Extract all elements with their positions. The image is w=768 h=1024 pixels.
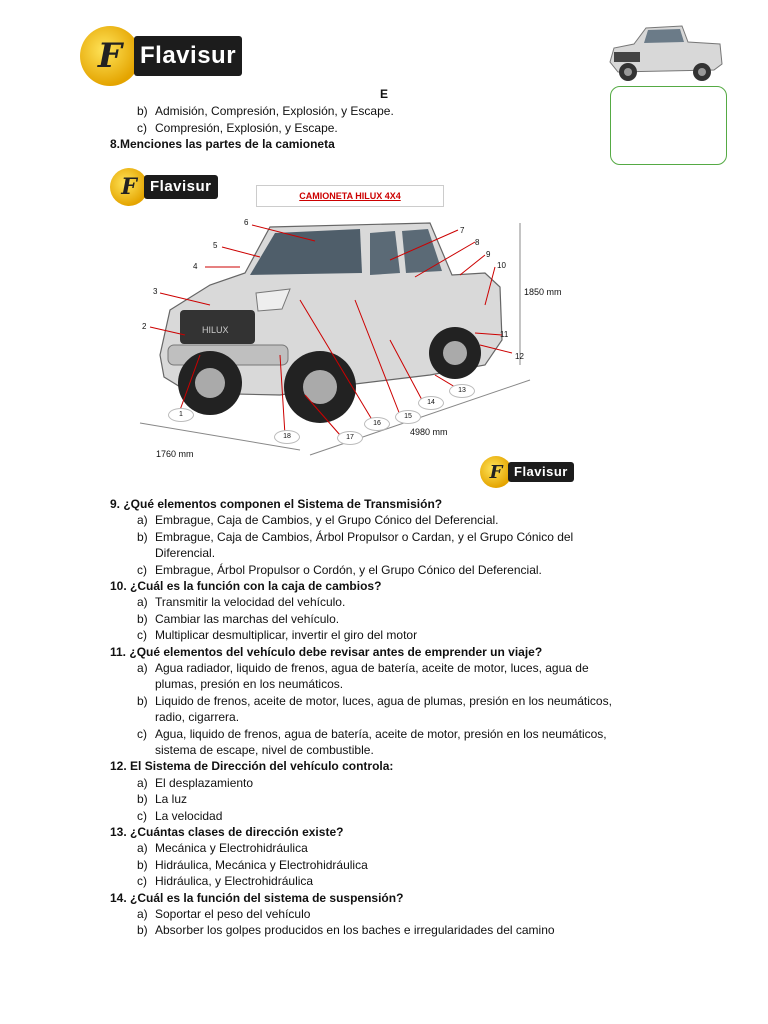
logo-wordmark: Flavisur	[508, 462, 574, 482]
dimension-height: 1850 mm	[524, 287, 562, 297]
option-text: Agua radiador, liquido de frenos, agua de batería, aceite de motor, luces, agua de	[155, 661, 589, 675]
option-text: Soportar el peso del vehículo	[155, 907, 311, 921]
option-text: Compresión, Explosión, y Escape.	[155, 121, 338, 135]
option-text: plumas, presión en los neumáticos.	[155, 677, 344, 692]
option-text: Embrague, Árbol Propulsor o Cordón, y el Grupo Cónico del Deferencial.	[155, 562, 542, 577]
option-letter: b)	[137, 611, 148, 626]
option-text: Embrague, Caja de Cambios, y el Grupo Cónico del Deferencial.	[155, 513, 499, 528]
question-text: ¿Cuál es la función del sistema de suspensión?	[126, 890, 404, 905]
option-letter: a)	[137, 513, 148, 528]
logo-mark-icon: F	[80, 26, 140, 86]
logo-mark-icon: F	[110, 168, 148, 206]
question-number: 11.	[110, 644, 127, 659]
flavisur-logo-top	[80, 26, 242, 86]
option-letter: b)	[137, 857, 148, 872]
option-letter: c)	[137, 562, 147, 577]
callout-number: 6	[244, 218, 249, 227]
option-text: Cambiar las marchas del vehículo.	[155, 611, 340, 626]
callout-number: 8	[475, 238, 480, 247]
option-letter: c)	[137, 726, 147, 741]
question-9	[110, 496, 442, 512]
truck-diagram	[130, 205, 550, 465]
option-letter: a)	[137, 907, 148, 921]
option-text: La velocidad	[155, 808, 223, 823]
logo-wordmark: Flavisur	[144, 175, 218, 199]
header-letter: E	[380, 87, 389, 101]
option-text: Diferencial.	[155, 546, 216, 561]
question-text: ¿Qué elementos del vehículo debe revisar antes de emprender un viaje?	[126, 644, 543, 659]
callout-number: 15	[395, 410, 421, 424]
option-letter: b)	[137, 104, 148, 118]
callout-number: 14	[418, 396, 444, 410]
question-11	[110, 644, 542, 660]
question-number: 14.	[110, 890, 127, 905]
logo-wordmark: Flavisur	[134, 36, 242, 76]
callout-number: 16	[364, 417, 390, 431]
option-text: Hidráulica, Mecánica y Electrohidráulica	[155, 857, 368, 872]
option-letter: a)	[137, 841, 148, 856]
option-text: Liquido de frenos, aceite de motor, luces, agua de plumas, presión en los neumáticos,	[155, 693, 612, 708]
option-text: Mecánica y Electrohidráulica	[155, 841, 308, 856]
question-number: 12.	[110, 759, 127, 774]
question-text: ¿Cuál es la función con la caja de cambios?	[126, 579, 382, 593]
question-8: 8.Menciones las partes de la camioneta	[110, 137, 335, 151]
diagram-title-box	[256, 185, 444, 207]
option-text: Admisión, Compresión, Explosión, y Escape.	[155, 104, 394, 118]
option-text: La luz	[155, 792, 188, 807]
callout-number: 3	[153, 287, 158, 296]
callout-number: 1	[168, 408, 194, 422]
option-letter: b)	[137, 923, 148, 938]
callout-number: 5	[213, 241, 218, 250]
flavisur-logo-bottom	[480, 456, 574, 488]
option-letter: c)	[137, 628, 147, 643]
option-letter: a)	[137, 595, 148, 610]
question-number: 9.	[110, 497, 121, 511]
callout-number: 9	[486, 250, 491, 259]
option-letter: c)	[137, 121, 147, 135]
option-text: radio, cigarrera.	[155, 710, 240, 725]
callout-number: 10	[497, 261, 506, 270]
callout-number: 17	[337, 431, 363, 445]
question-text: ¿Cuántas clases de dirección existe?	[126, 825, 344, 839]
question-number: 10.	[110, 579, 127, 593]
diagram-title: CAMIONETA HILUX 4X4	[299, 191, 401, 201]
question-14	[110, 890, 403, 906]
grille-badge: HILUX	[202, 325, 229, 335]
option-text: Multiplicar desmultiplicar, invertir el giro del motor	[155, 628, 418, 643]
logo-mark-icon: F	[480, 456, 512, 488]
callout-number: 12	[515, 352, 524, 361]
option-letter: a)	[137, 661, 148, 675]
option-letter: b)	[137, 529, 148, 544]
option-text: Embrague, Caja de Cambios, Árbol Propulsor o Cardan, y el Grupo Cónico del	[155, 529, 574, 544]
option-text: Hidráulica, y Electrohidráulica	[155, 874, 314, 889]
dimension-width: 1760 mm	[156, 449, 194, 459]
option-text: Transmitir la velocidad del vehículo.	[155, 595, 346, 610]
option-letter: b)	[137, 693, 148, 708]
callout-number: 11	[500, 330, 509, 339]
callout-number: 7	[460, 226, 465, 235]
question-13	[110, 824, 343, 840]
question-12	[110, 758, 393, 774]
option-text: Agua, liquido de frenos, agua de batería, aceite de motor, presión en los neumáticos,	[155, 726, 607, 741]
option-letter: b)	[137, 792, 148, 807]
option-text: El desplazamiento	[155, 775, 254, 790]
option-text: sistema de escape, nivel de combustible.	[155, 743, 374, 757]
callout-number: 4	[193, 262, 198, 271]
flavisur-logo-diagram	[110, 168, 218, 206]
answer-box	[610, 86, 727, 165]
question-number: 13.	[110, 825, 127, 839]
option-letter: c)	[137, 808, 147, 823]
dimension-length: 4980 mm	[410, 427, 448, 437]
option-letter: a)	[137, 775, 148, 790]
truck-thumbnail	[604, 18, 726, 88]
callout-number: 13	[449, 384, 475, 398]
callout-number: 18	[274, 430, 300, 444]
question-text: El Sistema de Dirección del vehículo controla:	[126, 759, 394, 774]
callout-number: 2	[142, 322, 147, 331]
question-10	[110, 578, 381, 594]
option-letter: c)	[137, 874, 147, 889]
question-text: ¿Qué elementos componen el Sistema de Transmisión?	[120, 497, 443, 511]
option-text: Absorber los golpes producidos en los baches e irregularidades del camino	[155, 923, 555, 938]
